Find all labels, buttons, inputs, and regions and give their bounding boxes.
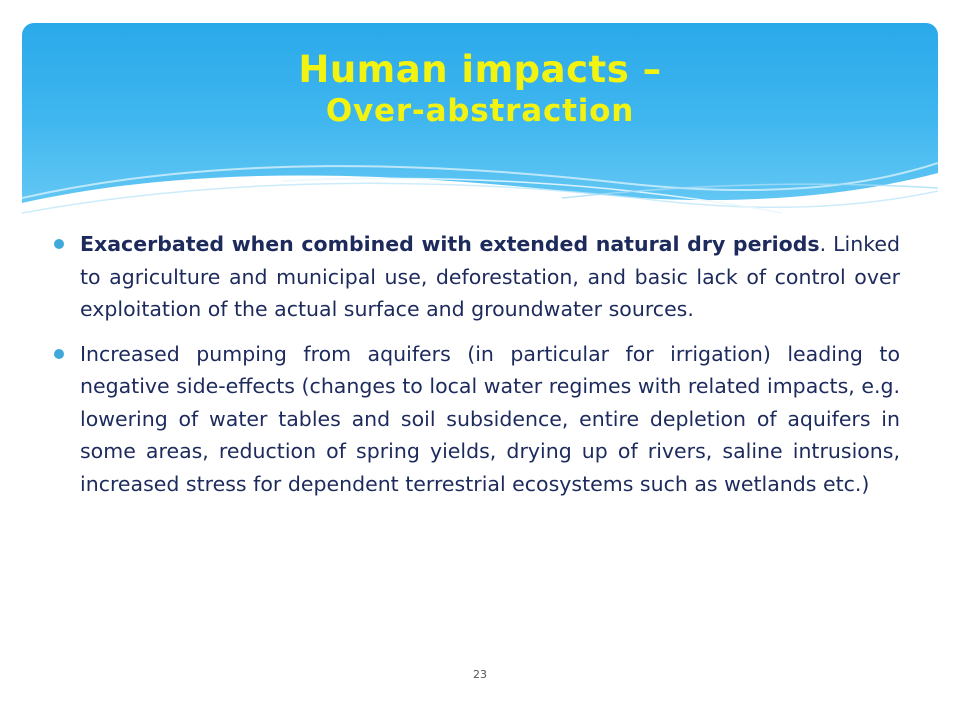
bullet-text: Increased pumping from aquifers (in particular for irrigation) leading to negative side-effects (changes to local water regimes with related impacts, e.g. lowering of water tables and soil subsidence, entire depletion of aquifers in some areas, reduction of spring yields, drying up of rivers, saline intrusions, increased stress for dependent terrestrial ecosystems such as wetlands etc.): [80, 341, 900, 496]
bullet-text: . Linked to agriculture and municipal use, deforestation, and basic lack of control over exploitation of the actual surface and groundwater sources.: [80, 232, 900, 321]
bullet-item: [48, 228, 900, 326]
bullet-dot-icon: [54, 239, 64, 249]
page-number: 23: [473, 668, 487, 681]
bullet-bold-text: Exacerbated when combined with extended natural dry periods: [80, 232, 820, 256]
bullet-dot-icon: [54, 349, 64, 359]
slide-subtitle: Over-abstraction: [325, 93, 635, 129]
bullet-list: [48, 228, 900, 512]
slide-title: Human impacts –: [298, 48, 662, 91]
title-block: [22, 48, 938, 130]
bullet-item: [48, 338, 900, 501]
